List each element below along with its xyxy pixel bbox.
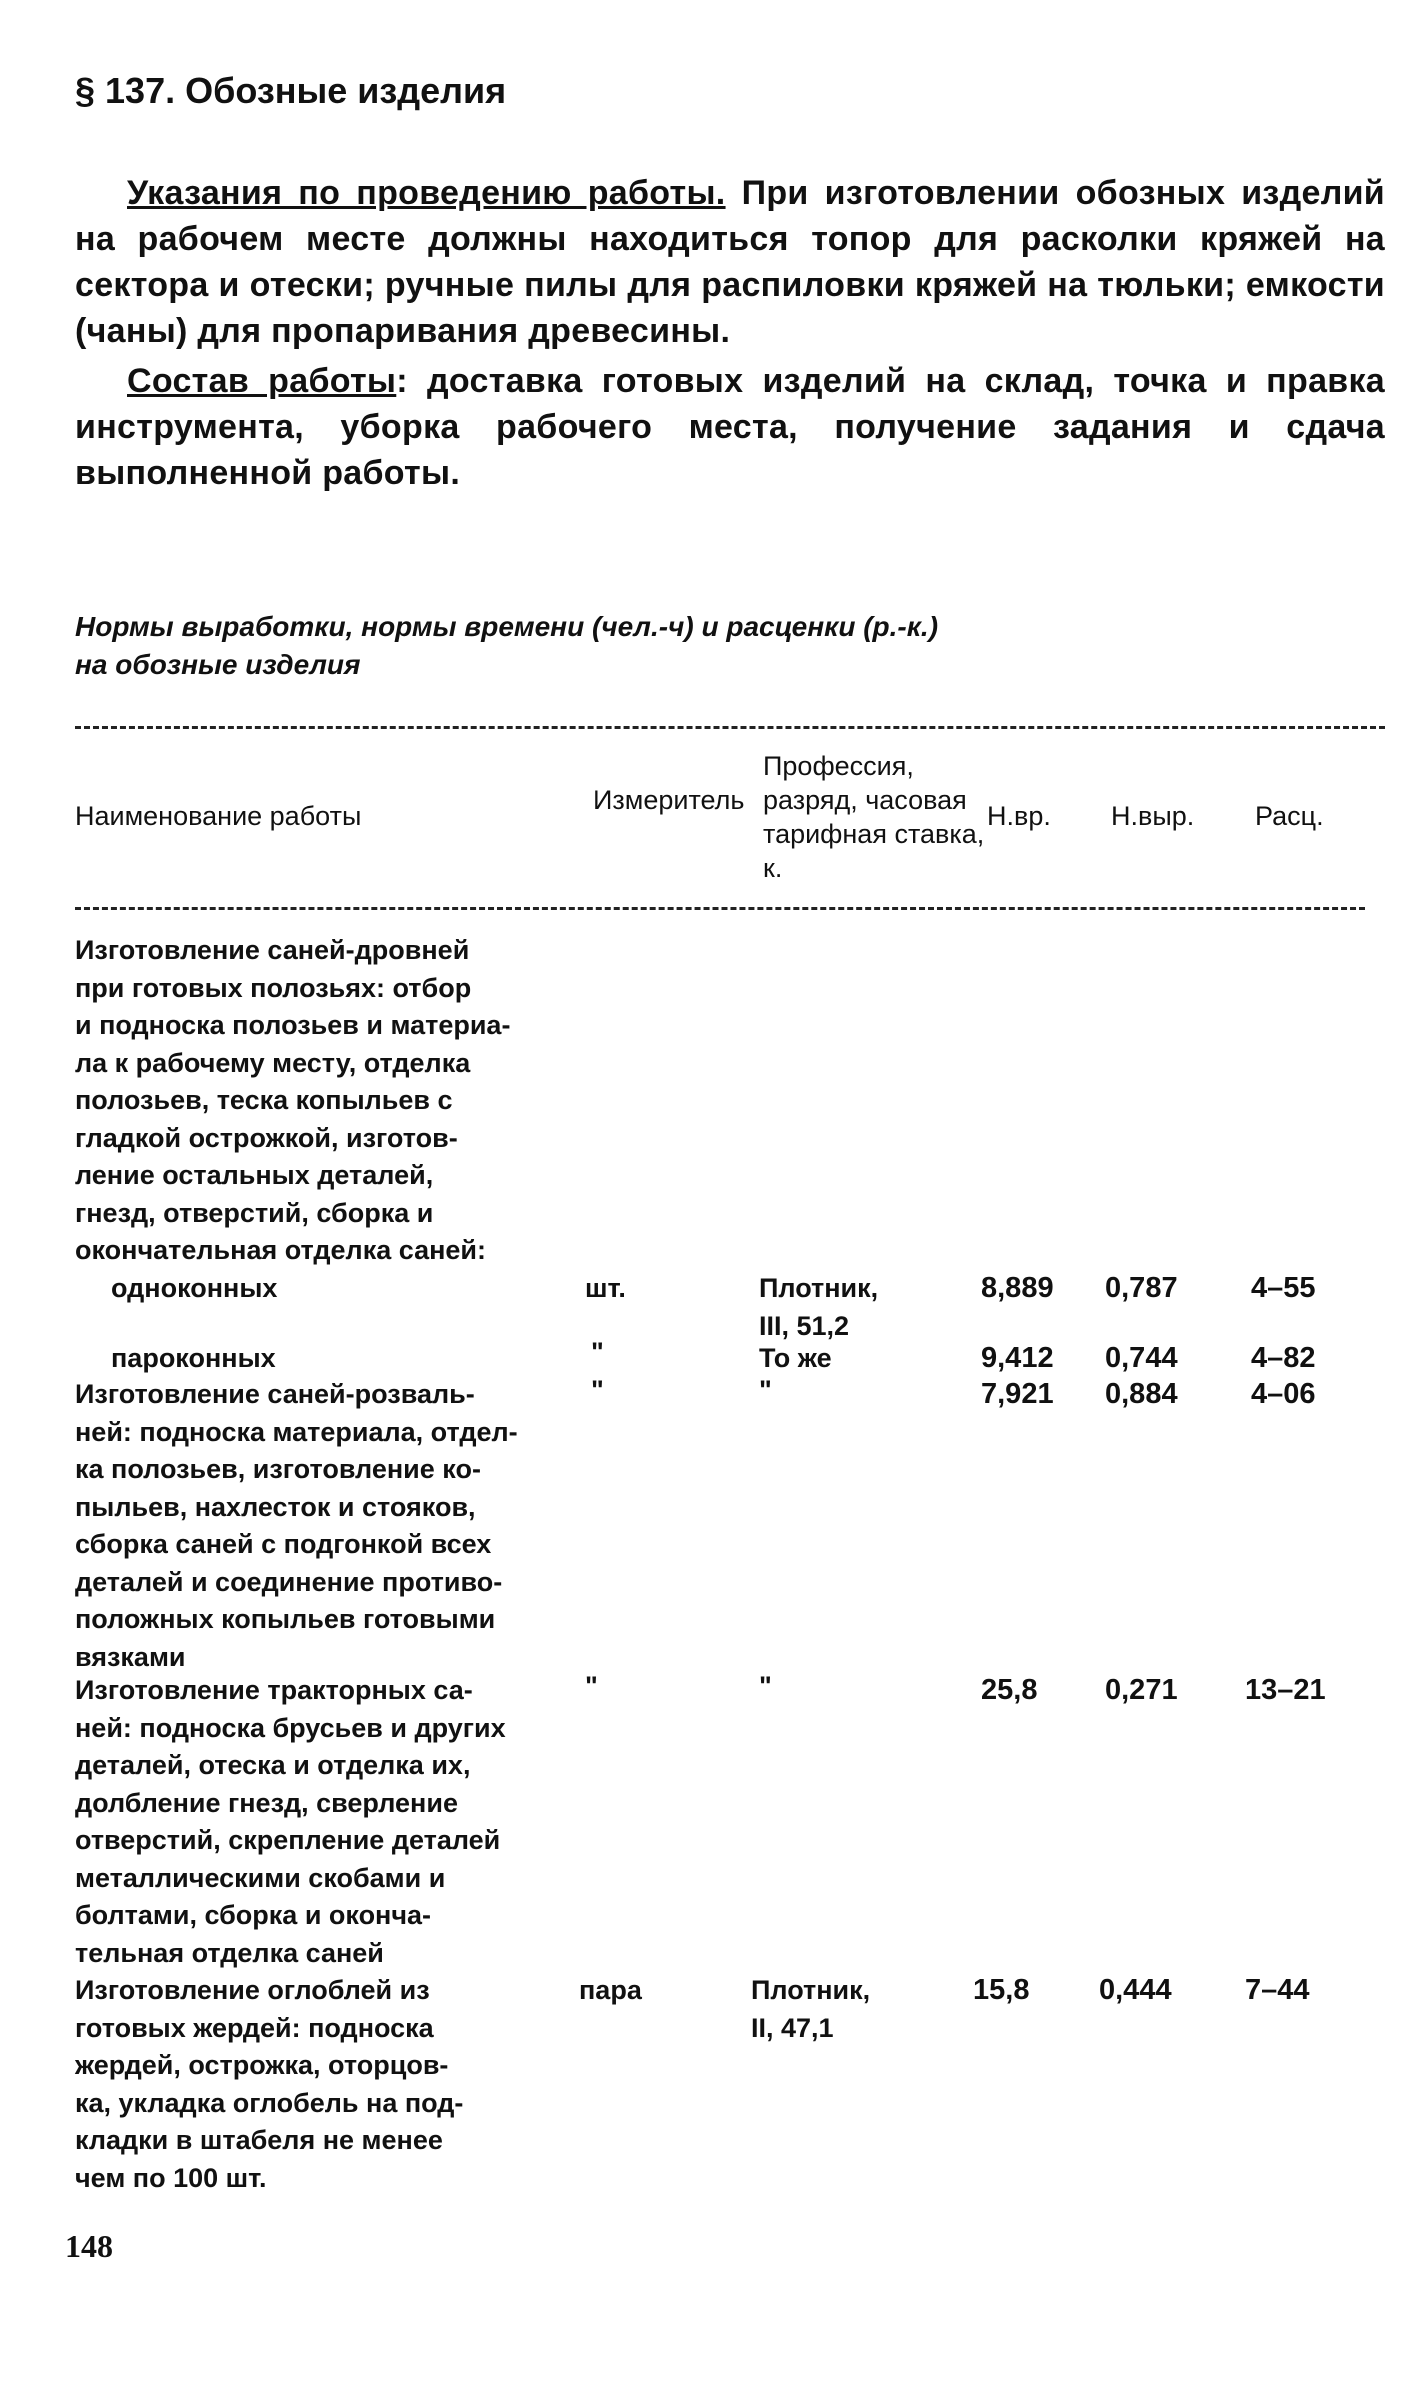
- table-row-2-unit: ": [591, 1337, 604, 1367]
- table-row-1-profession: Плотник, III, 51,2: [759, 1273, 879, 1341]
- header-name: Наименование работы: [75, 801, 362, 831]
- table-row-4-unit: ": [585, 1671, 598, 1701]
- table-row-5-profession: Плотник, II, 47,1: [751, 1975, 871, 2043]
- table-caption: Нормы выработки, нормы времени (чел.-ч) и расценки (р.-к.) на обозные изделия: [75, 611, 939, 680]
- table-row-5-unit: пара: [579, 1975, 642, 2005]
- instructions-text: При изготовлении обозных изделий на рабочем месте должны находиться топор для расколки кряжей на сектора и отески; ручные пилы для распиловки кряжей на тюльки; емкости (чаны) для пропаривания древесины.: [75, 174, 1385, 350]
- table-row-4-rate: 13–21: [1245, 1674, 1326, 1706]
- table-row-3-unit: ": [591, 1375, 604, 1405]
- table-row-3-time-norm: 7,921: [981, 1378, 1054, 1410]
- header-rate: Расц.: [1255, 801, 1324, 831]
- table-row-1-sub: одноконных: [111, 1273, 278, 1303]
- table-row-4-desc: Изготовление тракторных са- ней: подноска брусьев и других деталей, отеска и отделка их, долбление гнезд, сверление отверстий, скрепление деталей металлическими скобами и болтами, сборка и оконча- тельная отделка саней: [75, 1675, 506, 1968]
- table-row-2-output-norm: 0,744: [1105, 1342, 1178, 1374]
- table-row-1-desc: Изготовление саней-дровней при готовых полозьях: отбор и подноска полозьев и материа- ла к рабочему месту, отделка полозьев, теска копыльев с гладкой острожкой, изготов- ление остальных деталей, гнезд, отверстий, сборка и окончательная отделка саней:: [75, 935, 511, 1265]
- section-title: § 137. Обозные изделия: [75, 70, 507, 111]
- table-row-4-profession: ": [759, 1671, 772, 1701]
- composition-lead: Состав работы: [127, 362, 397, 400]
- table-row-1-unit: шт.: [585, 1273, 626, 1303]
- table-row-5-time-norm: 15,8: [973, 1974, 1030, 2006]
- header-time-norm: Н.вр.: [987, 801, 1051, 831]
- table-body: [75, 910, 1385, 2193]
- table-row-5-rate: 7–44: [1245, 1974, 1310, 2006]
- page-number: 148: [65, 2228, 113, 2264]
- work-instructions: [75, 170, 1385, 354]
- table-row-5-desc: Изготовление оглоблей из готовых жердей: подноска жердей, острожка, оторцов- ка, укладка оглобель на под- кладки в штабеля не менее чем по 100 шт.: [75, 1975, 464, 2193]
- composition-text: : доставка готовых изделий на склад, точка и правка инструмента, уборка рабочего места, получение задания и сдача выполненной работы.: [75, 362, 1385, 492]
- table-row-2-profession: То же: [759, 1343, 832, 1373]
- table-row-3-rate: 4–06: [1251, 1378, 1316, 1410]
- table-row-5-output-norm: 0,444: [1099, 1974, 1172, 2006]
- instructions-lead: Указания по проведению работы.: [127, 174, 726, 212]
- table-row-4-output-norm: 0,271: [1105, 1674, 1178, 1706]
- header-profession: Профессия, разряд, часовая тарифная ставка, к.: [763, 751, 985, 883]
- header-output-norm: Н.выр.: [1111, 801, 1195, 831]
- table-header: [75, 729, 1385, 889]
- work-composition: [75, 358, 1385, 496]
- table-row-3-profession: ": [759, 1375, 772, 1405]
- table-row-1-output-norm: 0,787: [1105, 1272, 1178, 1304]
- table-row-3-output-norm: 0,884: [1105, 1378, 1178, 1410]
- table-row-2-sub: пароконных: [111, 1343, 276, 1373]
- table-row-4-time-norm: 25,8: [981, 1674, 1038, 1706]
- table-row-2-time-norm: 9,412: [981, 1342, 1054, 1374]
- page: [75, 70, 1385, 2193]
- table-row-1-time-norm: 8,889: [981, 1272, 1054, 1304]
- table-row-3-desc: Изготовление саней-розваль- ней: подноска материала, отдел- ка полозьев, изготовление ко- пыльев, нахлесток и стояков, сборка саней с подгонкой всех деталей и соединение противо- положных копыльев готовыми вязками: [75, 1379, 518, 1672]
- header-unit: Измеритель: [593, 785, 745, 815]
- table-row-2-rate: 4–82: [1251, 1342, 1316, 1374]
- table-row-1-rate: 4–55: [1251, 1272, 1316, 1304]
